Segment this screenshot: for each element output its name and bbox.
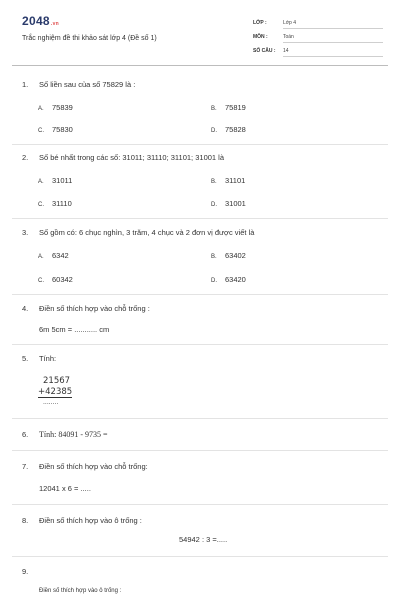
question-number: 3. (22, 228, 29, 237)
question-divider (12, 418, 388, 419)
question-number: 5. (22, 354, 29, 363)
fill-in-line[interactable]: 12041 x 6 = ..... (39, 484, 91, 493)
option-a[interactable] (38, 103, 73, 112)
meta-value: Toán (283, 32, 383, 43)
question-text: Điền số thích hợp vào ô trống : (39, 516, 142, 525)
question-text: Tính: (39, 354, 57, 363)
option-b[interactable] (211, 176, 245, 185)
option-c[interactable] (38, 275, 73, 284)
option-letter: D. (211, 202, 217, 208)
addition-operand-2 (38, 387, 72, 398)
meta-value: Lớp 4 (283, 18, 383, 29)
question-number: 7. (22, 462, 29, 471)
option-d[interactable] (211, 199, 246, 208)
meta-row-class (253, 16, 383, 30)
option-value: 31101 (225, 176, 246, 185)
question-number: 9. (22, 567, 29, 576)
option-letter: B. (211, 106, 217, 112)
option-d[interactable] (211, 275, 246, 284)
question-text: Số bé nhất trong các số: 31011; 31110; 31101; 31001 là (39, 153, 225, 162)
question-number: 1. (22, 80, 29, 89)
option-value: 31001 (225, 199, 246, 208)
question-number: 8. (22, 516, 29, 525)
option-c[interactable] (38, 199, 72, 208)
addition-operand-1: 21567 (43, 376, 71, 386)
option-b[interactable] (211, 103, 246, 112)
option-value: 75819 (225, 103, 246, 112)
fill-in-line[interactable]: 54942 : 3 =..... (179, 535, 228, 544)
option-a[interactable] (38, 176, 72, 185)
meta-row-count (253, 44, 383, 58)
meta-row-subject (253, 30, 383, 44)
question-text: Số gồm có: 6 chục nghìn, 3 trăm, 4 chục và 2 đơn vị được viết là (39, 228, 255, 237)
question-number: 4. (22, 304, 29, 313)
addition-operand-2-text: +42385 (38, 387, 73, 397)
question-divider (12, 556, 388, 557)
meta-label: MÔN : (253, 34, 268, 40)
fill-in-line[interactable]: 6m 5cm = ........... cm (39, 325, 110, 334)
option-value: 6342 (52, 251, 69, 260)
logo-sub: .vn (50, 21, 60, 27)
option-value: 75828 (225, 125, 246, 134)
question-number: 2. (22, 153, 29, 162)
option-letter: C. (38, 278, 44, 284)
logo-main: 2048 (22, 14, 50, 28)
addition-result-blank[interactable]: ........ (43, 399, 59, 406)
option-letter: D. (211, 278, 217, 284)
question-divider (12, 144, 388, 145)
option-value: 63420 (225, 275, 246, 284)
question-divider (12, 504, 388, 505)
option-letter: C. (38, 128, 44, 134)
question-text: Điền số thích hợp vào chỗ trống : (39, 304, 150, 313)
question-text: Số liền sau của số 75829 là : (39, 80, 136, 89)
option-value: 63402 (225, 251, 246, 260)
meta-value: 14 (283, 46, 383, 57)
option-c[interactable] (38, 125, 73, 134)
question-divider (12, 294, 388, 295)
option-value: 60342 (52, 275, 73, 284)
option-letter: A. (38, 106, 44, 112)
question-text: Tính: 84091 - 9735 = (39, 430, 108, 439)
question-divider (12, 218, 388, 219)
option-a[interactable] (38, 251, 69, 260)
document-header (0, 0, 400, 60)
meta-info (253, 16, 383, 58)
question-divider (12, 450, 388, 451)
option-value: 75839 (52, 103, 73, 112)
option-letter: A. (38, 179, 44, 185)
document-title: Trắc nghiệm đề thi khảo sát lớp 4 (Đề số 1) (22, 35, 157, 42)
option-value: 31011 (52, 176, 73, 185)
fill-in-line: Điền số thích hợp vào ô trống : (39, 588, 122, 594)
header-divider (12, 65, 388, 66)
option-letter: C. (38, 202, 44, 208)
meta-label: SỐ CÂU : (253, 48, 276, 54)
site-logo[interactable] (22, 14, 59, 28)
option-value: 75830 (52, 125, 73, 134)
option-letter: B. (211, 179, 217, 185)
option-letter: A. (38, 254, 44, 260)
option-value: 31110 (52, 199, 72, 208)
option-letter: B. (211, 254, 217, 260)
meta-label: LỚP : (253, 20, 267, 26)
option-d[interactable] (211, 125, 246, 134)
question-text: Điền số thích hợp vào chỗ trống: (39, 462, 148, 471)
option-letter: D. (211, 128, 217, 134)
question-divider (12, 344, 388, 345)
option-b[interactable] (211, 251, 246, 260)
question-number: 6. (22, 430, 29, 439)
